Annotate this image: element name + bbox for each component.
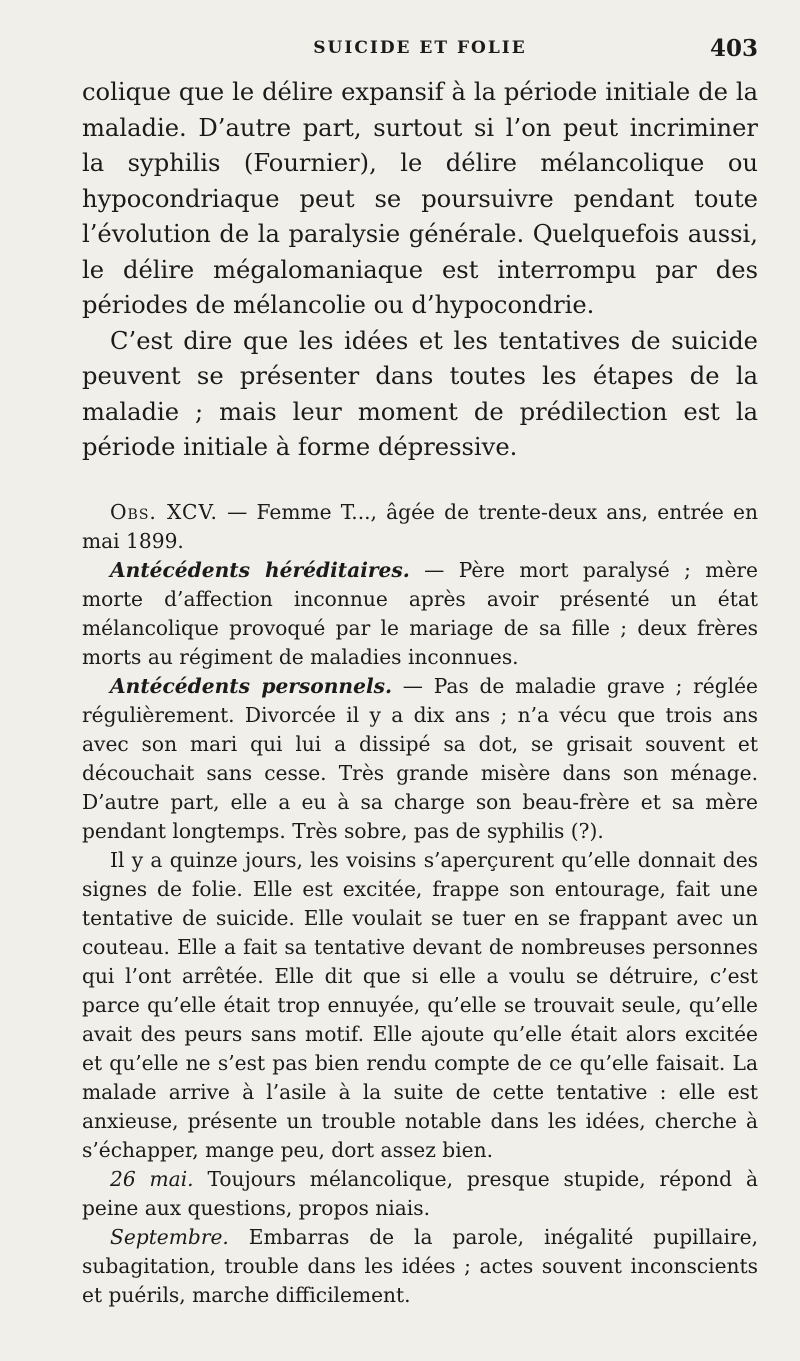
personal-text: — Pas de maladie grave ; réglée régulièrement. Divorcée il y a dix ans ; n’a vécu que trois ans avec son mari qui lui a dissipé sa dot, se grisait souvent et découchait sans cesse. Très grande misère dans son ménage. D’autre part, elle a eu à sa charge son beau-frère et sa mère pendant longtemps. Très sobre, pas de syphilis (?). — [82, 673, 758, 843]
history-paragraph: Il y a quinze jours, les voisins s’aperçurent qu’elle donnait des signes de folie. Elle est excitée, frappe son entourage, fait une tentative de suicide. Elle voulait se tuer en se frappant avec un couteau. Elle a fait sa tentative devant de nombreuses personnes qui l’ont arrêtée. Elle dit que si elle a voulu se détruire, c’est parce qu’elle était trop ennuyée, qu’elle se trouvait seule, qu’elle avait des peurs sans motif. Elle ajoute qu’elle était alors excitée et qu’elle ne s’est pas bien rendu compte de ce qu’elle faisait. La malade arrive à l’asile à la suite de cette tentative : elle est anxieuse, présente un trouble notable dans les idées, cherche à s’échapper, mange peu, dort assez bien. — [82, 847, 758, 1162]
personal-heading: Antécédents personnels. — [110, 673, 393, 698]
observation-label: Obs. XCV. — [110, 499, 218, 524]
page-number: 403 — [709, 35, 758, 62]
personal-paragraph — [82, 672, 758, 846]
september-text: Embarras de la parole, inégalité pupillaire, subagitation, trouble dans les idées ; actes souvent inconscients et puérils, marche difficilement. — [82, 1224, 758, 1307]
page-header — [82, 35, 758, 68]
paragraph-1: colique que le délire expansif à la période initiale de la maladie. D’autre part, surtout si l’on peut incriminer la syphilis (Fournier), le délire mélancolique ou hypocondriaque peut se poursuivre pendant toute l’évolution de la paralysie générale. Quelquefois aussi, le délire mégalomaniaque est interrompu par des périodes de mélancolie ou d’hypocondrie. — [82, 78, 758, 319]
body-text — [82, 75, 758, 1310]
paragraph-2: C’est dire que les idées et les tentatives de suicide peuvent se présenter dans toutes les étapes de la maladie ; mais leur moment de prédilection est la période initiale à forme dépressive. — [82, 326, 758, 461]
september-paragraph — [82, 1223, 758, 1310]
may-paragraph — [82, 1165, 758, 1223]
may-date: 26 mai. — [110, 1166, 194, 1191]
may-text: Toujours mélancolique, presque stupide, répond à peine aux questions, propos niais. — [82, 1166, 758, 1220]
hereditary-paragraph — [82, 556, 758, 672]
observation-intro-text: — Femme T..., âgée de trente-deux ans, entrée en mai 1899. — [82, 499, 758, 553]
observation-intro — [82, 498, 758, 556]
hereditary-text: — Père mort paralysé ; mère morte d’affection inconnue après avoir présenté un état mélancolique provoqué par le mariage de sa fille ; deux frères morts au régiment de maladies inconnues. — [82, 557, 758, 669]
hereditary-heading: Antécédents héréditaires. — [110, 557, 410, 582]
september-date: Septembre. — [110, 1224, 229, 1249]
running-title: SUICIDE ET FOLIE — [313, 38, 527, 58]
observation-block — [82, 498, 758, 1310]
